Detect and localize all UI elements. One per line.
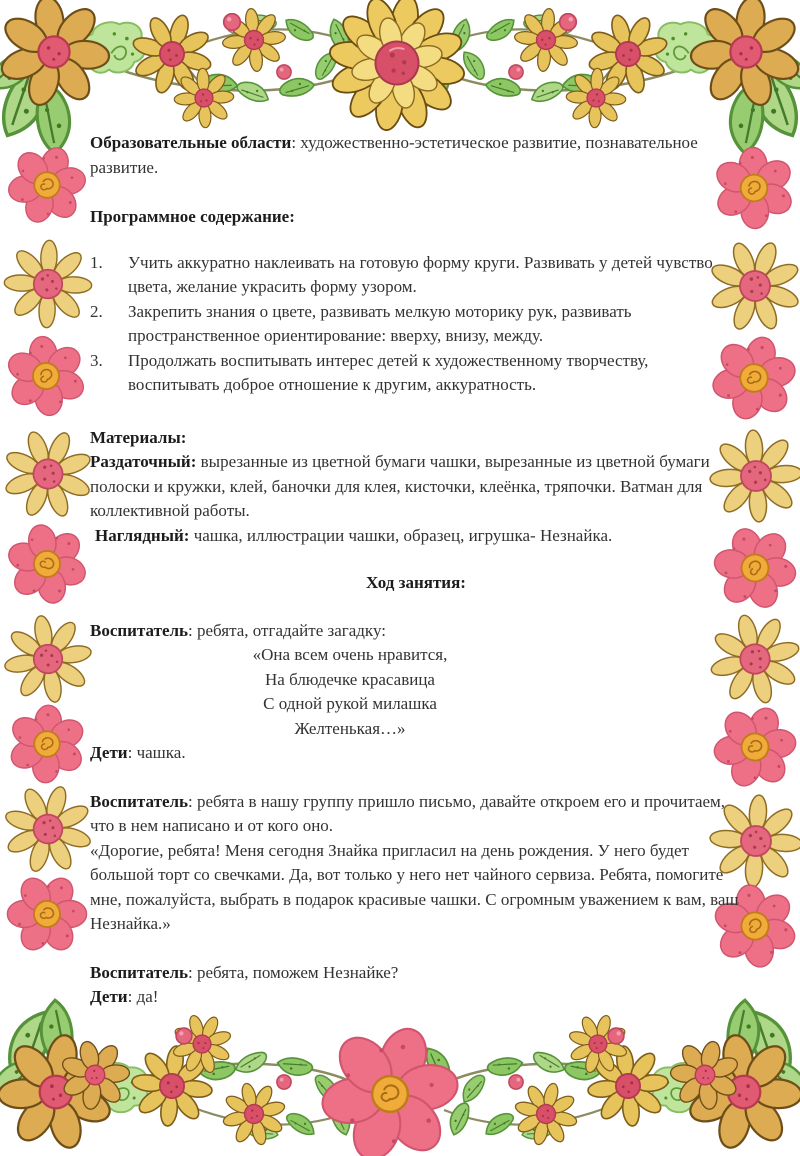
task-number: 2.	[90, 301, 103, 321]
riddle-line: С одной рукой милашка	[263, 694, 437, 713]
pink-flower-icon	[0, 325, 97, 426]
riddle	[90, 643, 610, 741]
dialogue-text: : ребята, отгадайте загадку:	[188, 620, 386, 640]
materials-header: Материалы:	[90, 427, 187, 447]
education-areas-text: : художественно-эстетическое развитие, познавательное развитие.	[90, 133, 698, 177]
handout-label: Раздаточный:	[90, 452, 197, 471]
dialogue-text: : ребята в нашу группу пришло письмо, давайте откроем его и прочитаем, что в нем написано и от кого оно.	[90, 791, 726, 835]
dialogue-text: : чашка.	[127, 743, 186, 762]
yellow-flower-icon	[0, 419, 103, 529]
visual-materials	[90, 524, 742, 549]
children-line-answer	[90, 741, 742, 766]
task-number: 3.	[90, 350, 103, 370]
task-item	[90, 349, 742, 398]
education-areas	[90, 131, 742, 180]
handout-text: вырезанные из цветной бумаги чашки, вырезанные из цветной бумаги полоски и кружки, клей, баночки для клея, кисточки, клеёнка, тряпочки. Ватман для коллективной работы.	[90, 452, 710, 520]
lesson-plan-text	[90, 131, 742, 1010]
task-list	[90, 251, 742, 398]
lesson-flow-header: Ход занятия:	[366, 573, 466, 592]
dialogue-text: : да!	[127, 987, 159, 1006]
program-content-header: Программное содержание:	[90, 207, 295, 226]
teacher-line-help-question	[90, 961, 742, 986]
yellow-flower-icon	[0, 234, 98, 334]
teacher-line-letter-intro	[90, 790, 742, 839]
speaker-label: Воспитатель	[90, 962, 189, 982]
dialogue-text: : ребята, поможем Незнайке?	[188, 962, 399, 982]
task-text: Продолжать воспитывать интерес детей к художественному творчеству, воспитывать доброе отношение к другим, аккуратность.	[128, 350, 649, 394]
task-text: Учить аккуратно наклеивать на готовую форму круги. Развивать у детей чувство цвета, желание украсить форму узором.	[128, 252, 713, 296]
task-number: 1.	[90, 252, 103, 272]
bottom-garland	[0, 999, 800, 1156]
education-areas-label: Образовательные области	[90, 133, 292, 152]
riddle-line: На блюдечке красавица	[265, 669, 435, 689]
riddle-line: «Она всем очень нравится,	[252, 645, 448, 664]
bottom-garland-right-half	[421, 999, 800, 1156]
children-line-yes	[90, 985, 742, 1010]
bottom-garland-left-half	[0, 999, 379, 1156]
teacher-line-riddle-intro	[90, 619, 742, 644]
speaker-label: Дети	[90, 987, 128, 1006]
task-text: Закрепить знания о цвете, развивать мелкую моторику рук, развивать пространственное ориентирование: вверху, внизу, между.	[128, 301, 632, 345]
speaker-label: Дети	[90, 743, 128, 762]
riddle-line: Желтенькая…»	[294, 718, 406, 738]
pink-flower-icon	[3, 700, 91, 787]
speaker-label: Воспитатель	[90, 620, 189, 640]
speaker-label: Воспитатель	[90, 791, 189, 811]
pink-flower-icon	[0, 137, 95, 233]
letter-text: «Дорогие, ребята! Меня сегодня Знайка пригласил на день рождения. У него будет большой торт со свечками. Да, вот только у него нет чайного сервиза. Ребята, помогите мне, пожалуйста, выбрать в подарок красивые чашки. С огромным уважением к вам, ваш Незнайка.»	[90, 840, 739, 933]
visual-label: Наглядный:	[95, 525, 190, 545]
task-item	[90, 300, 742, 349]
handout-materials	[90, 450, 742, 524]
yellow-flower-icon	[0, 778, 99, 879]
big-pink-flower-icon	[309, 1013, 471, 1156]
big-yellow-flower-icon	[318, 0, 476, 142]
pink-flower-icon	[0, 860, 101, 967]
task-item	[90, 251, 742, 300]
visual-text: чашка, иллюстрации чашки, образец, игрушка- Незнайка.	[189, 525, 613, 545]
